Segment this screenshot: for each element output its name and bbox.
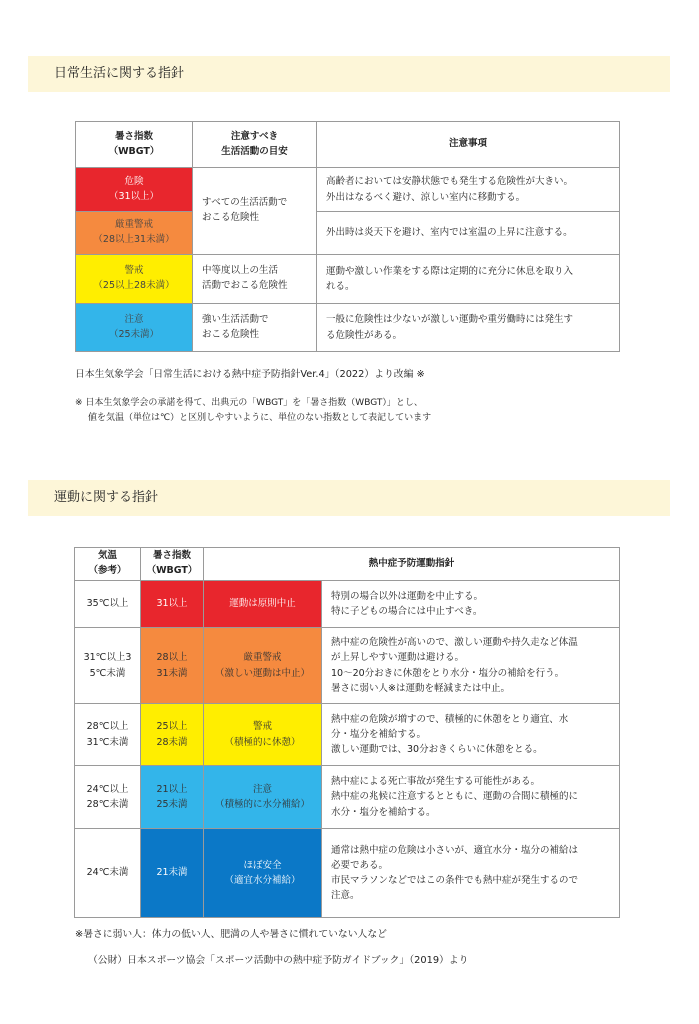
text-line: 35℃以上 [86, 598, 129, 610]
sport-row [75, 581, 620, 628]
sport-row [75, 704, 620, 766]
text-line: 高齢者においては安静状態でも発生する危険性が大きい。 [326, 176, 574, 188]
text-line: 警戒 [252, 721, 272, 733]
daily-row-caution [76, 304, 620, 352]
text-line: （激しい運動は中止） [214, 667, 310, 679]
guideline-note-cell [322, 628, 620, 704]
caution-note [317, 255, 620, 304]
text-line: 特別の場合以外は運動を中止する。 [331, 590, 484, 602]
text-line: 31℃未満 [86, 736, 129, 748]
text-line: 10～20分おきに休憩をとり水分・塩分の補給を行う。 [331, 667, 565, 679]
daily-row-warning [76, 255, 620, 304]
col-wbgt-header [76, 122, 193, 168]
text-line: すべての生活活動で [202, 197, 288, 209]
sport-header-row [75, 548, 620, 581]
text-line: （積極的に水分補給） [214, 799, 310, 810]
daily-life-heading: 日常生活に関する指針 [28, 56, 670, 92]
guideline-level-cell [204, 628, 322, 704]
sport-row [75, 829, 620, 918]
text-line: おこる危険性 [202, 212, 260, 223]
text-line: 24℃以上 [86, 783, 129, 795]
daily-row-danger [76, 168, 620, 212]
text-line: 21未満 [156, 867, 188, 879]
sport-rows [75, 581, 620, 918]
text-line: 中等度以上の生活 [202, 265, 279, 277]
daily-header-row [76, 122, 620, 168]
level-name: 厳重警戒 [114, 219, 153, 231]
text-line: （WBGT） [146, 565, 198, 576]
caution-note [317, 212, 620, 255]
text-line: れる。 [326, 281, 355, 292]
guideline-level-cell [204, 766, 322, 829]
text-line: （WBGT） [108, 145, 160, 157]
text-line: （参考） [88, 565, 127, 576]
temperature-cell [75, 581, 141, 628]
wbgt-cell [141, 829, 204, 918]
text-line: 注意。 [331, 890, 360, 902]
sport-source-citation: （公財）日本スポーツ協会「スポーツ活動中の熱中症予防ガイドブック」（2019）より [88, 955, 469, 966]
wbgt-cell [141, 581, 204, 628]
guideline-note-cell [322, 704, 620, 766]
text-line: 特に子どもの場合には中止すべき。 [331, 606, 483, 617]
col-wbgt-header [141, 548, 204, 581]
text-line: 熱中症予防運動指針 [368, 557, 455, 569]
caution-note [317, 168, 620, 212]
text-line: 注意すべき [230, 130, 279, 142]
text-line: 外出はなるべく避け、涼しい室内に移動する。 [326, 191, 526, 203]
level-severe-cell [76, 212, 193, 255]
wbgt-cell [141, 628, 204, 704]
guideline-level-cell [204, 704, 322, 766]
text-line: 28℃未満 [86, 799, 129, 810]
text-line: 熱中症の危険性が高いので、激しい運動や持久走など体温 [331, 637, 578, 649]
text-line: 21以上 [156, 783, 188, 795]
col-temp-header [75, 548, 141, 581]
footnote-line-1: ※ 日本生気象学会の承諾を得て、出典元の「WBGT」を「暑さ指数（WBGT）」とし、 [75, 398, 423, 408]
level-name: 注意 [124, 313, 144, 325]
text-line: 暑さに弱い人※は運動を軽減または中止。 [331, 682, 510, 694]
level-danger-cell [76, 168, 193, 212]
level-name: 危険 [124, 175, 144, 187]
text-line: 気温 [97, 550, 117, 562]
text-line: 熱中症の兆候に注意するとともに、運動の合間に積極的に [331, 791, 579, 803]
text-line: 熱中症の危険が増すので、積極的に休憩をとり適宜、水 [331, 713, 569, 725]
text-line: 生活活動の目安 [221, 145, 288, 157]
level-range: （25以上28未満） [93, 280, 175, 291]
guideline-note-cell [322, 766, 620, 829]
text-line: 28℃以上 [86, 721, 129, 733]
guideline-level-cell [204, 581, 322, 628]
sport-heading: 運動に関する指針 [28, 480, 670, 516]
daily-row-severe [76, 212, 620, 255]
text-line: 一般に危険性は少ないが激しい運動や重労働時には発生す [326, 314, 574, 326]
activity-cell [193, 168, 317, 255]
text-line: 暑さ指数 [114, 130, 153, 142]
text-line: 熱中症による死亡事故が発生する可能性がある。 [331, 776, 541, 788]
guideline-note-cell [322, 581, 620, 628]
level-range: （25未満） [108, 328, 160, 340]
wbgt-cell [141, 766, 204, 829]
level-warning-cell [76, 255, 193, 304]
text-line: 28未満 [156, 736, 188, 748]
text-line: 分・塩分を補給する。 [331, 728, 427, 740]
text-line: 水分・塩分を補給する。 [331, 806, 436, 818]
text-line: 運動は原則中止 [229, 598, 296, 610]
activity-cell [193, 255, 317, 304]
level-name: 警戒 [124, 265, 144, 277]
text-line: 厳重警戒 [243, 652, 282, 664]
text-line: る危険性がある。 [326, 329, 403, 341]
level-range: （28以上31未満） [93, 234, 175, 245]
text-line: ほぼ安全 [243, 859, 282, 871]
text-line: 31以上 [156, 598, 188, 610]
temperature-cell [75, 829, 141, 918]
caution-note [317, 304, 620, 352]
wbgt-cell [141, 704, 204, 766]
text-line: 25以上 [156, 721, 188, 733]
text-line: おこる危険性 [202, 328, 260, 340]
col-caution-header [317, 122, 620, 168]
sport-guideline-table [74, 547, 620, 918]
daily-source-citation: 日本生気象学会「日常生活における熱中症予防指針Ver.4」（2022）より改編 ※ [75, 369, 425, 380]
col-guideline-header [204, 548, 620, 581]
activity-cell [193, 304, 317, 352]
text-line: 強い生活活動で [202, 313, 269, 325]
guideline-note-cell [322, 829, 620, 918]
text-line: （適宜水分補給） [224, 875, 301, 886]
text-line: 運動や激しい作業をする際は定期的に充分に休息を取り入 [326, 265, 574, 277]
text-line: 注意 [252, 783, 272, 795]
sport-row [75, 628, 620, 704]
text-line: 通常は熱中症の危険は小さいが、適宜水分・塩分の補給は [331, 844, 579, 856]
text-line: 28以上 [156, 652, 188, 664]
text-line: 活動でおこる危険性 [202, 280, 288, 291]
temperature-cell [75, 766, 141, 829]
text-line: 24℃未満 [86, 867, 129, 879]
text-line: （積極的に休憩） [224, 736, 301, 748]
text-line: 31℃以上3 [83, 652, 132, 664]
sport-row [75, 766, 620, 829]
text-line: が上昇しやすい運動は避ける。 [331, 652, 465, 664]
text-line: 25未満 [156, 799, 188, 810]
temperature-cell [75, 704, 141, 766]
daily-footnote [75, 396, 431, 427]
text-line: 5℃未満 [89, 667, 126, 679]
text-line: 外出時は炎天下を避け、室内では室温の上昇に注意する。 [326, 227, 573, 239]
guideline-level-cell [204, 829, 322, 918]
text-line: 暑さ指数 [152, 550, 191, 562]
temperature-cell [75, 628, 141, 704]
level-caution-cell [76, 304, 193, 352]
text-line: 注意事項 [448, 138, 487, 150]
daily-life-table [75, 121, 620, 352]
text-line: 市民マラソンなどではこの条件でも熱中症が発生するので [331, 875, 579, 886]
sport-footnote: ※暑さに弱い人：体力の低い人、肥満の人や暑さに慣れていない人など [75, 929, 387, 940]
text-line: 31未満 [156, 667, 188, 679]
col-activity-header [193, 122, 317, 168]
level-range: （31以上） [108, 190, 160, 202]
text-line: 必要である。 [331, 859, 389, 871]
footnote-line-2: 値を気温（単位は℃）と区別しやすいように、単位のない指数として表記しています [88, 413, 432, 424]
text-line: 激しい運動では、30分おきくらいに休憩をとる。 [331, 744, 543, 756]
